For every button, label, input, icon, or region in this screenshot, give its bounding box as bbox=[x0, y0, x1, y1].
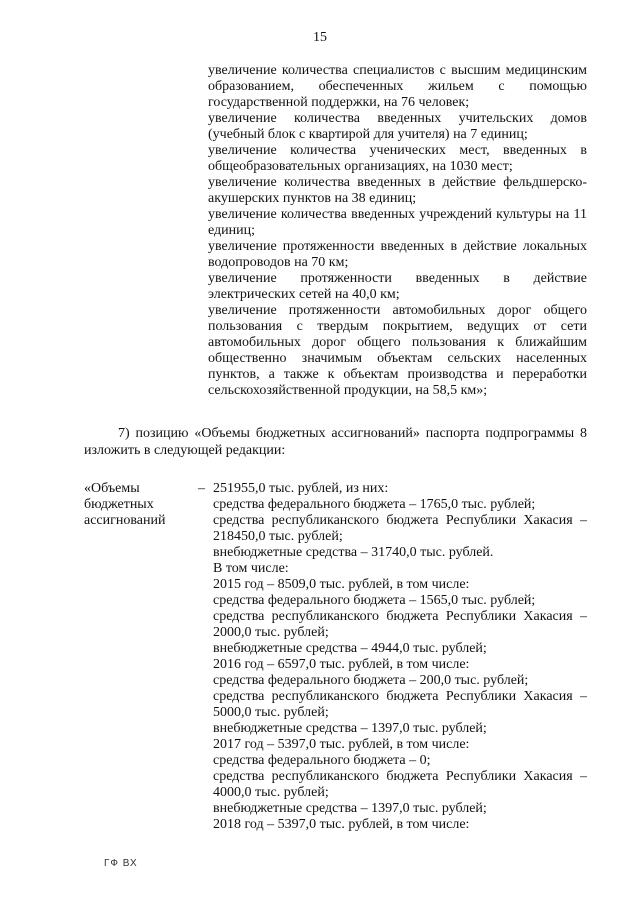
table-line: средства федерального бюджета – 1765,0 тыс. рублей; bbox=[213, 497, 536, 512]
table-line: В том числе: bbox=[213, 561, 289, 576]
table-line: 2017 год – 5397,0 тыс. рублей, в том числе: bbox=[213, 737, 470, 752]
table-line: 2016 год – 6597,0 тыс. рублей, в том числе: bbox=[213, 657, 470, 672]
table-line: средства федерального бюджета – 200,0 тыс. рублей; bbox=[213, 673, 529, 688]
table-line: средства республиканского бюджета Республики Хакасия – 218450,0 тыс. рублей; bbox=[213, 513, 587, 544]
budget-table-content bbox=[213, 481, 587, 833]
table-line: 2015 год – 8509,0 тыс. рублей, в том числе: bbox=[213, 577, 470, 592]
footer-mark: ГФ ВХ bbox=[104, 858, 138, 869]
table-line: средства республиканского бюджета Республики Хакасия – 5000,0 тыс. рублей; bbox=[213, 689, 587, 720]
list-item: увеличение протяженности автомобильных дорог общего пользования с твердым покрытием, ведущих от сети автомобильных дорог общего пользования к ближайшим общественно значимым объектам сельских населенных пунктов, а также к объектам производства и переработки сельскохозяйственной продукции, на 58,5 км»; bbox=[208, 303, 587, 398]
amendment-paragraph: 7) позицию «Объемы бюджетных ассигнований» паспорта подпрограммы 8 изложить в следующей редакции: bbox=[84, 426, 587, 458]
list-item: увеличение количества введенных учительских домов (учебный блок с квартирой для учителя) на 7 единиц; bbox=[208, 111, 587, 142]
budget-table-dash: – bbox=[198, 481, 205, 496]
page-number: 15 bbox=[313, 30, 327, 45]
list-item: увеличение протяженности введенных в действие электрических сетей на 40,0 км; bbox=[208, 271, 587, 302]
target-indicators-list bbox=[208, 63, 587, 399]
table-line: внебюджетные средства – 1397,0 тыс. рублей; bbox=[213, 801, 487, 816]
table-line: средства федерального бюджета – 1565,0 тыс. рублей; bbox=[213, 593, 536, 608]
table-line: 2018 год – 5397,0 тыс. рублей, в том числе: bbox=[213, 817, 470, 832]
list-item: увеличение количества введенных учреждений культуры на 11 единиц; bbox=[208, 207, 587, 238]
table-line: 251955,0 тыс. рублей, из них: bbox=[213, 481, 389, 496]
list-item: увеличение количества ученических мест, введенных в общеобразовательных организациях, на 1030 мест; bbox=[208, 143, 587, 174]
list-item: увеличение количества введенных в действие фельдшерско-акушерских пунктов на 38 единиц; bbox=[208, 175, 587, 206]
table-line: внебюджетные средства – 4944,0 тыс. рублей; bbox=[213, 641, 487, 656]
list-item: увеличение количества специалистов с высшим медицинским образованием, обеспеченных жильем с помощью государственной поддержки, на 76 человек; bbox=[208, 63, 587, 110]
table-line: средства федерального бюджета – 0; bbox=[213, 753, 431, 768]
list-item: увеличение протяженности введенных в действие локальных водопроводов на 70 км; bbox=[208, 239, 587, 270]
table-line: средства республиканского бюджета Республики Хакасия – 4000,0 тыс. рублей; bbox=[213, 769, 587, 800]
table-line: средства республиканского бюджета Республики Хакасия – 2000,0 тыс. рублей; bbox=[213, 609, 587, 640]
table-line: внебюджетные средства – 31740,0 тыс. рублей. bbox=[213, 545, 494, 560]
budget-table-label: «Объемы бюджетных ассигнований bbox=[84, 481, 166, 528]
table-line: внебюджетные средства – 1397,0 тыс. рублей; bbox=[213, 721, 487, 736]
